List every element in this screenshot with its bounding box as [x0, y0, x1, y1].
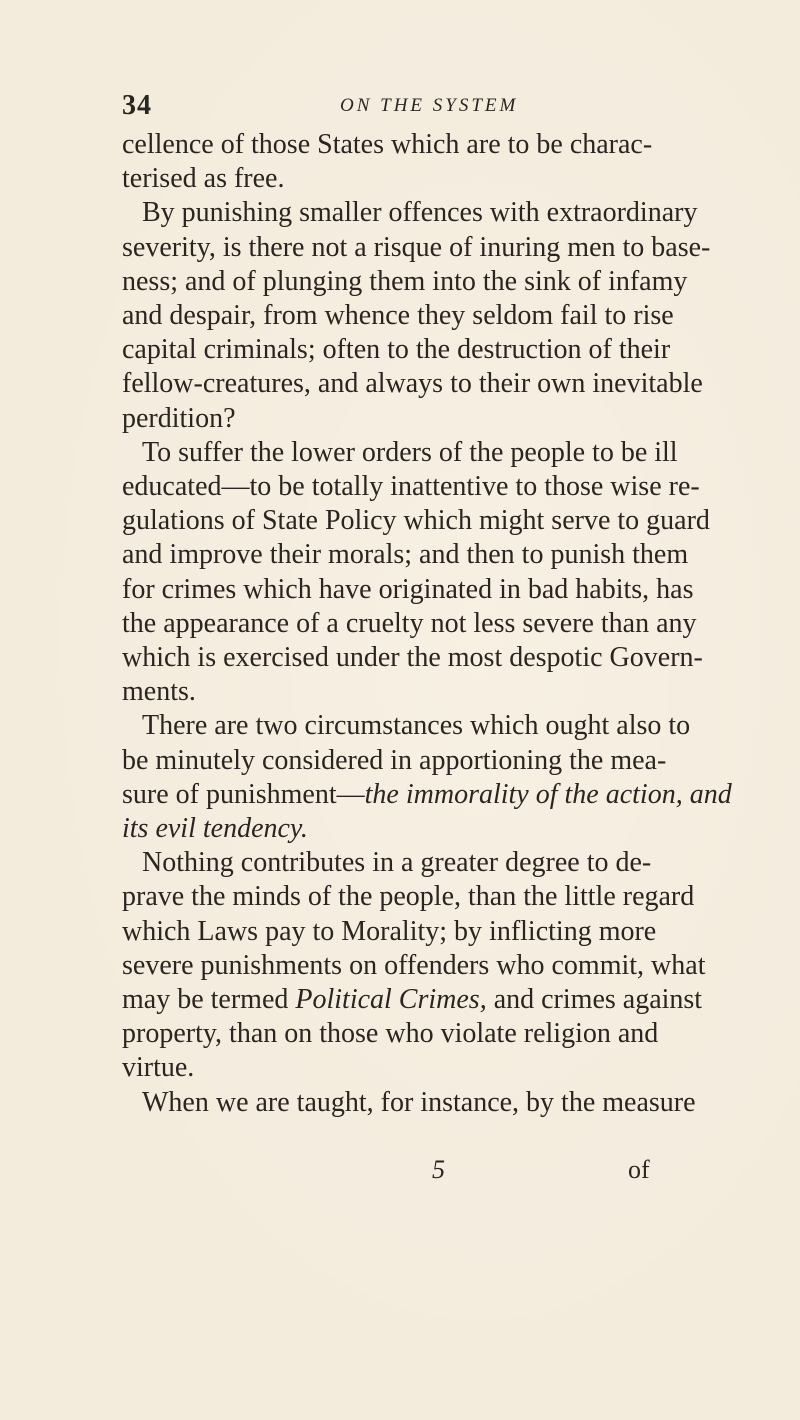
- text-line-normal: sure of punishment—: [122, 778, 365, 810]
- page-footer: [122, 1155, 690, 1195]
- paragraph-start-line: There are two circumstances which ought also to: [142, 710, 691, 742]
- text-line: and improve their morals; and then to punish them: [122, 539, 689, 571]
- text-line: ness; and of plunging them into the sink of infamy: [122, 265, 688, 297]
- text-line: [122, 983, 703, 1017]
- page-header: [122, 90, 682, 130]
- text-line: for crimes which have originated in bad habits, has: [122, 573, 694, 605]
- text-line: capital criminals; often to the destruction of their: [122, 334, 671, 366]
- running-head: ON THE SYSTEM: [340, 95, 519, 116]
- text-line: gulations of State Policy which might serve to guard: [122, 505, 710, 537]
- text-line: severe punishments on offenders who commit, what: [122, 949, 706, 981]
- text-line-normal: and crimes against: [486, 984, 703, 1016]
- text-line: fellow-creatures, and always to their own inevitable: [122, 368, 703, 400]
- text-line: which Laws pay to Morality; by inflicting more: [122, 915, 657, 947]
- text-line: educated—to be totally inattentive to those wise re-: [122, 471, 700, 503]
- text-line: terised as free.: [122, 163, 285, 195]
- paragraph-start-line: To suffer the lower orders of the people to be ill: [142, 436, 678, 468]
- text-line: ments.: [122, 676, 196, 708]
- text-line: which is exercised under the most despotic Govern-: [122, 642, 703, 674]
- text-line-italic: Political Crimes,: [295, 984, 487, 1016]
- text-line: [122, 778, 732, 812]
- text-line: [122, 812, 690, 846]
- text-line: be minutely considered in apportioning the mea-: [122, 744, 667, 776]
- text-line: and despair, from whence they seldom fail to rise: [122, 300, 674, 332]
- paragraph-start-line: Nothing contributes in a greater degree to de-: [142, 847, 652, 879]
- text-line-italic: the immorality of the action, and: [364, 778, 732, 810]
- body-text: [122, 128, 732, 1120]
- paragraph-start-line: When we are taught, for instance, by the measure: [142, 1086, 696, 1118]
- page-number: 34: [122, 90, 152, 121]
- text-line: property, than on those who violate religion and: [122, 1018, 659, 1050]
- text-line-normal: may be termed: [122, 984, 296, 1016]
- text-line: cellence of those States which are to be charac-: [122, 129, 653, 160]
- text-line-italic: its evil tendency.: [122, 813, 308, 845]
- text-line: the appearance of a cruelty not less severe than any: [122, 607, 697, 639]
- paragraph-start-line: By punishing smaller offences with extraordinary: [142, 197, 698, 229]
- text-line: virtue.: [122, 1052, 195, 1084]
- catchword: of: [628, 1155, 650, 1184]
- signature-mark: 5: [432, 1155, 445, 1184]
- text-line: severity, is there not a risque of inuring men to base-: [122, 231, 711, 263]
- text-line: perdition?: [122, 402, 236, 434]
- text-line: prave the minds of the people, than the little regard: [122, 881, 695, 913]
